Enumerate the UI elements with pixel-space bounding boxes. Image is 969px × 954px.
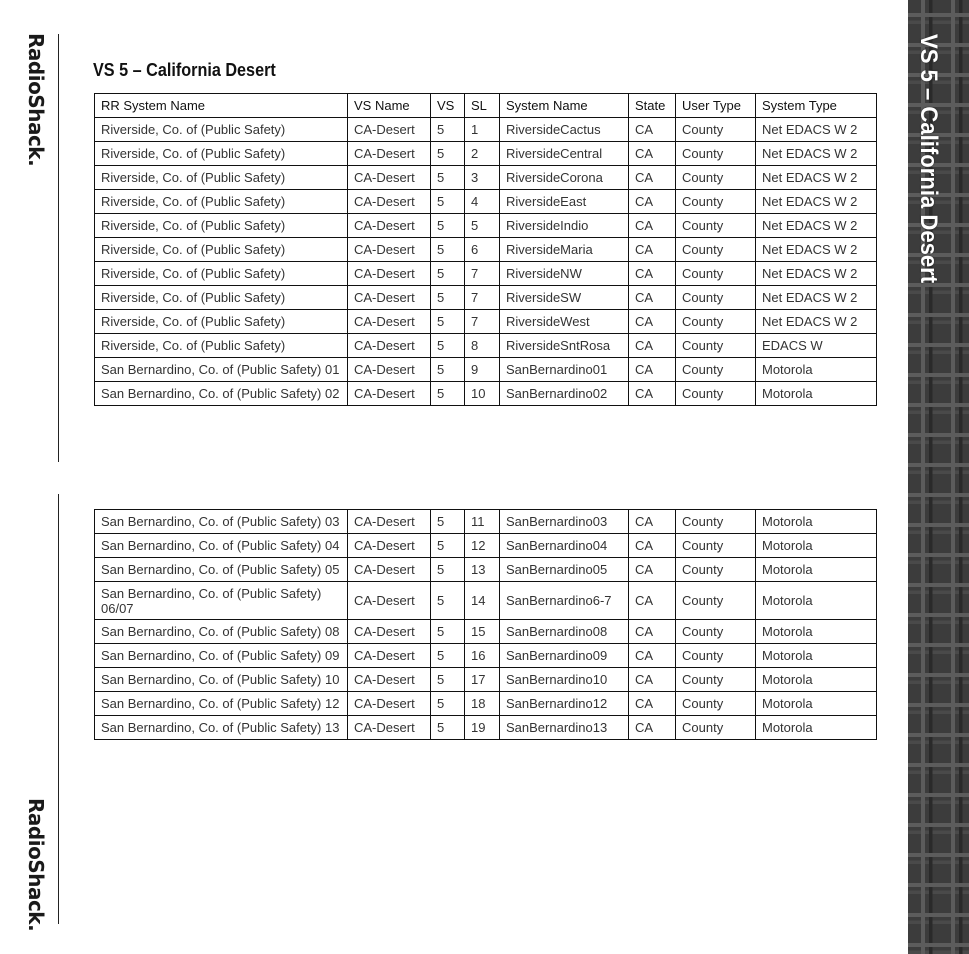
brand-logo-top	[24, 33, 56, 173]
table-row	[95, 620, 877, 644]
cell-vs-name: CA-Desert	[348, 668, 431, 692]
cell-vs-name: CA-Desert	[348, 166, 431, 190]
table-row	[95, 142, 877, 166]
table-row	[95, 716, 877, 740]
col-header-rr-system-name: RR System Name	[95, 94, 348, 118]
table-row	[95, 358, 877, 382]
cell-rr-system-name: San Bernardino, Co. of (Public Safety) 13	[95, 716, 348, 740]
cell-rr-system-name: Riverside, Co. of (Public Safety)	[95, 238, 348, 262]
cell-state: CA	[629, 142, 676, 166]
cell-vs: 5	[431, 310, 465, 334]
col-header-user-type: User Type	[676, 94, 756, 118]
cell-vs-name: CA-Desert	[348, 142, 431, 166]
table-row	[95, 692, 877, 716]
cell-vs-name: CA-Desert	[348, 286, 431, 310]
cell-rr-system-name: San Bernardino, Co. of (Public Safety) 08	[95, 620, 348, 644]
cell-system-name: SanBernardino12	[500, 692, 629, 716]
cell-vs: 5	[431, 620, 465, 644]
cell-state: CA	[629, 310, 676, 334]
cell-sl: 18	[465, 692, 500, 716]
cell-system-name: SanBernardino02	[500, 382, 629, 406]
cell-rr-system-name: Riverside, Co. of (Public Safety)	[95, 286, 348, 310]
col-header-vs-name: VS Name	[348, 94, 431, 118]
cell-user-type: County	[676, 358, 756, 382]
cell-system-type: Motorola	[756, 534, 877, 558]
cell-system-name: RiversideSntRosa	[500, 334, 629, 358]
cell-system-type: Motorola	[756, 668, 877, 692]
cell-system-name: SanBernardino10	[500, 668, 629, 692]
cell-system-type: Motorola	[756, 358, 877, 382]
cell-vs-name: CA-Desert	[348, 238, 431, 262]
cell-user-type: County	[676, 558, 756, 582]
systems-table-bottom	[94, 509, 877, 740]
cell-sl: 7	[465, 310, 500, 334]
col-header-system-type: System Type	[756, 94, 877, 118]
cell-vs-name: CA-Desert	[348, 334, 431, 358]
cell-system-type: Net EDACS W 2	[756, 142, 877, 166]
cell-user-type: County	[676, 382, 756, 406]
table-row	[95, 644, 877, 668]
cell-system-name: RiversideCorona	[500, 166, 629, 190]
cell-vs: 5	[431, 142, 465, 166]
cell-user-type: County	[676, 262, 756, 286]
cell-user-type: County	[676, 286, 756, 310]
cell-system-type: Motorola	[756, 558, 877, 582]
cell-sl: 11	[465, 510, 500, 534]
cell-vs: 5	[431, 262, 465, 286]
cell-vs-name: CA-Desert	[348, 558, 431, 582]
cell-rr-system-name: San Bernardino, Co. of (Public Safety) 10	[95, 668, 348, 692]
table-row	[95, 668, 877, 692]
cell-state: CA	[629, 668, 676, 692]
cell-user-type: County	[676, 644, 756, 668]
cell-vs: 5	[431, 190, 465, 214]
cell-user-type: County	[676, 118, 756, 142]
cell-user-type: County	[676, 142, 756, 166]
cell-rr-system-name: San Bernardino, Co. of (Public Safety) 01	[95, 358, 348, 382]
cell-sl: 2	[465, 142, 500, 166]
cell-system-name: SanBernardino09	[500, 644, 629, 668]
cell-sl: 19	[465, 716, 500, 740]
cell-system-name: SanBernardino13	[500, 716, 629, 740]
cell-state: CA	[629, 692, 676, 716]
cell-system-type: Motorola	[756, 582, 877, 620]
cell-rr-system-name: San Bernardino, Co. of (Public Safety) 02	[95, 382, 348, 406]
cell-vs: 5	[431, 166, 465, 190]
cell-system-type: Motorola	[756, 510, 877, 534]
col-header-system-name: System Name	[500, 94, 629, 118]
cell-system-name: RiversideEast	[500, 190, 629, 214]
cell-system-name: RiversideSW	[500, 286, 629, 310]
table-row	[95, 190, 877, 214]
cell-state: CA	[629, 286, 676, 310]
cell-system-type: Motorola	[756, 692, 877, 716]
cell-vs-name: CA-Desert	[348, 382, 431, 406]
cell-state: CA	[629, 558, 676, 582]
cell-sl: 5	[465, 214, 500, 238]
cell-rr-system-name: Riverside, Co. of (Public Safety)	[95, 190, 348, 214]
cell-system-name: SanBernardino08	[500, 620, 629, 644]
cell-vs-name: CA-Desert	[348, 534, 431, 558]
cell-vs-name: CA-Desert	[348, 716, 431, 740]
cell-vs-name: CA-Desert	[348, 262, 431, 286]
cell-vs: 5	[431, 358, 465, 382]
table-body-top	[95, 118, 877, 406]
cell-sl: 1	[465, 118, 500, 142]
cell-system-name: RiversideNW	[500, 262, 629, 286]
cell-vs-name: CA-Desert	[348, 692, 431, 716]
table-row	[95, 558, 877, 582]
brand-logo-bottom	[24, 798, 56, 938]
cell-rr-system-name: Riverside, Co. of (Public Safety)	[95, 166, 348, 190]
cell-rr-system-name: San Bernardino, Co. of (Public Safety) 03	[95, 510, 348, 534]
cell-state: CA	[629, 190, 676, 214]
table-row	[95, 310, 877, 334]
cell-vs: 5	[431, 510, 465, 534]
cell-vs-name: CA-Desert	[348, 358, 431, 382]
section-tab-band	[908, 0, 969, 954]
cell-user-type: County	[676, 214, 756, 238]
cell-vs: 5	[431, 558, 465, 582]
table-row	[95, 166, 877, 190]
cell-vs-name: CA-Desert	[348, 190, 431, 214]
cell-system-type: Net EDACS W 2	[756, 262, 877, 286]
cell-vs: 5	[431, 382, 465, 406]
cell-state: CA	[629, 716, 676, 740]
cell-system-type: EDACS W	[756, 334, 877, 358]
table-row	[95, 534, 877, 558]
cell-system-name: RiversideWest	[500, 310, 629, 334]
cell-system-type: Motorola	[756, 620, 877, 644]
cell-user-type: County	[676, 668, 756, 692]
cell-system-type: Motorola	[756, 382, 877, 406]
cell-state: CA	[629, 334, 676, 358]
cell-vs: 5	[431, 214, 465, 238]
rule-top	[58, 34, 59, 462]
cell-user-type: County	[676, 310, 756, 334]
brand-name: RadioShack.	[24, 33, 48, 167]
cell-sl: 13	[465, 558, 500, 582]
cell-sl: 7	[465, 286, 500, 310]
table-row	[95, 214, 877, 238]
cell-system-type: Net EDACS W 2	[756, 238, 877, 262]
cell-system-name: RiversideCactus	[500, 118, 629, 142]
cell-user-type: County	[676, 334, 756, 358]
cell-vs-name: CA-Desert	[348, 582, 431, 620]
cell-sl: 10	[465, 382, 500, 406]
cell-rr-system-name: San Bernardino, Co. of (Public Safety) 06/07	[95, 582, 348, 620]
cell-system-name: RiversideMaria	[500, 238, 629, 262]
cell-state: CA	[629, 118, 676, 142]
cell-sl: 6	[465, 238, 500, 262]
cell-state: CA	[629, 644, 676, 668]
cell-vs: 5	[431, 582, 465, 620]
cell-sl: 15	[465, 620, 500, 644]
cell-rr-system-name: San Bernardino, Co. of (Public Safety) 09	[95, 644, 348, 668]
cell-user-type: County	[676, 582, 756, 620]
cell-system-name: RiversideIndio	[500, 214, 629, 238]
col-header-sl: SL	[465, 94, 500, 118]
section-tab-title: VS 5 – California Desert	[915, 34, 942, 284]
cell-sl: 12	[465, 534, 500, 558]
cell-sl: 3	[465, 166, 500, 190]
rule-bottom	[58, 494, 59, 924]
cell-system-name: RiversideCentral	[500, 142, 629, 166]
cell-system-type: Motorola	[756, 644, 877, 668]
cell-vs-name: CA-Desert	[348, 310, 431, 334]
cell-state: CA	[629, 262, 676, 286]
table-body-bottom	[95, 510, 877, 740]
cell-sl: 4	[465, 190, 500, 214]
cell-system-type: Net EDACS W 2	[756, 286, 877, 310]
table-row	[95, 510, 877, 534]
cell-state: CA	[629, 510, 676, 534]
cell-user-type: County	[676, 620, 756, 644]
cell-vs: 5	[431, 716, 465, 740]
cell-state: CA	[629, 534, 676, 558]
cell-user-type: County	[676, 190, 756, 214]
systems-table-top	[94, 93, 877, 406]
cell-vs: 5	[431, 238, 465, 262]
cell-sl: 16	[465, 644, 500, 668]
cell-vs: 5	[431, 118, 465, 142]
cell-system-type: Motorola	[756, 716, 877, 740]
cell-vs-name: CA-Desert	[348, 620, 431, 644]
cell-user-type: County	[676, 166, 756, 190]
table-row	[95, 382, 877, 406]
cell-rr-system-name: Riverside, Co. of (Public Safety)	[95, 334, 348, 358]
cell-rr-system-name: Riverside, Co. of (Public Safety)	[95, 262, 348, 286]
cell-rr-system-name: Riverside, Co. of (Public Safety)	[95, 214, 348, 238]
cell-sl: 8	[465, 334, 500, 358]
cell-system-type: Net EDACS W 2	[756, 214, 877, 238]
cell-sl: 14	[465, 582, 500, 620]
col-header-state: State	[629, 94, 676, 118]
cell-system-name: SanBernardino01	[500, 358, 629, 382]
table-row	[95, 286, 877, 310]
brand-name: RadioShack.	[24, 798, 48, 932]
cell-vs-name: CA-Desert	[348, 510, 431, 534]
cell-vs: 5	[431, 534, 465, 558]
cell-system-type: Net EDACS W 2	[756, 166, 877, 190]
table-row	[95, 238, 877, 262]
cell-rr-system-name: Riverside, Co. of (Public Safety)	[95, 118, 348, 142]
cell-system-name: SanBernardino04	[500, 534, 629, 558]
cell-vs-name: CA-Desert	[348, 118, 431, 142]
cell-vs: 5	[431, 334, 465, 358]
cell-vs: 5	[431, 286, 465, 310]
cell-user-type: County	[676, 716, 756, 740]
cell-user-type: County	[676, 238, 756, 262]
table-row	[95, 262, 877, 286]
table-row	[95, 334, 877, 358]
cell-user-type: County	[676, 510, 756, 534]
cell-rr-system-name: Riverside, Co. of (Public Safety)	[95, 142, 348, 166]
col-header-vs: VS	[431, 94, 465, 118]
cell-system-name: SanBernardino6-7	[500, 582, 629, 620]
cell-system-type: Net EDACS W 2	[756, 190, 877, 214]
cell-state: CA	[629, 382, 676, 406]
cell-user-type: County	[676, 692, 756, 716]
cell-system-name: SanBernardino05	[500, 558, 629, 582]
cell-state: CA	[629, 358, 676, 382]
cell-vs: 5	[431, 644, 465, 668]
cell-rr-system-name: San Bernardino, Co. of (Public Safety) 12	[95, 692, 348, 716]
cell-vs: 5	[431, 692, 465, 716]
cell-vs-name: CA-Desert	[348, 644, 431, 668]
cell-state: CA	[629, 238, 676, 262]
cell-system-name: SanBernardino03	[500, 510, 629, 534]
cell-rr-system-name: San Bernardino, Co. of (Public Safety) 04	[95, 534, 348, 558]
cell-state: CA	[629, 214, 676, 238]
cell-vs-name: CA-Desert	[348, 214, 431, 238]
cell-user-type: County	[676, 534, 756, 558]
page-title: VS 5 – California Desert	[93, 60, 276, 80]
cell-sl: 17	[465, 668, 500, 692]
table-header-row	[95, 94, 877, 118]
table-row	[95, 582, 877, 620]
cell-rr-system-name: Riverside, Co. of (Public Safety)	[95, 310, 348, 334]
cell-state: CA	[629, 166, 676, 190]
cell-state: CA	[629, 582, 676, 620]
cell-system-type: Net EDACS W 2	[756, 310, 877, 334]
cell-sl: 7	[465, 262, 500, 286]
cell-system-type: Net EDACS W 2	[756, 118, 877, 142]
cell-rr-system-name: San Bernardino, Co. of (Public Safety) 05	[95, 558, 348, 582]
cell-state: CA	[629, 620, 676, 644]
table-row	[95, 118, 877, 142]
cell-sl: 9	[465, 358, 500, 382]
cell-vs: 5	[431, 668, 465, 692]
